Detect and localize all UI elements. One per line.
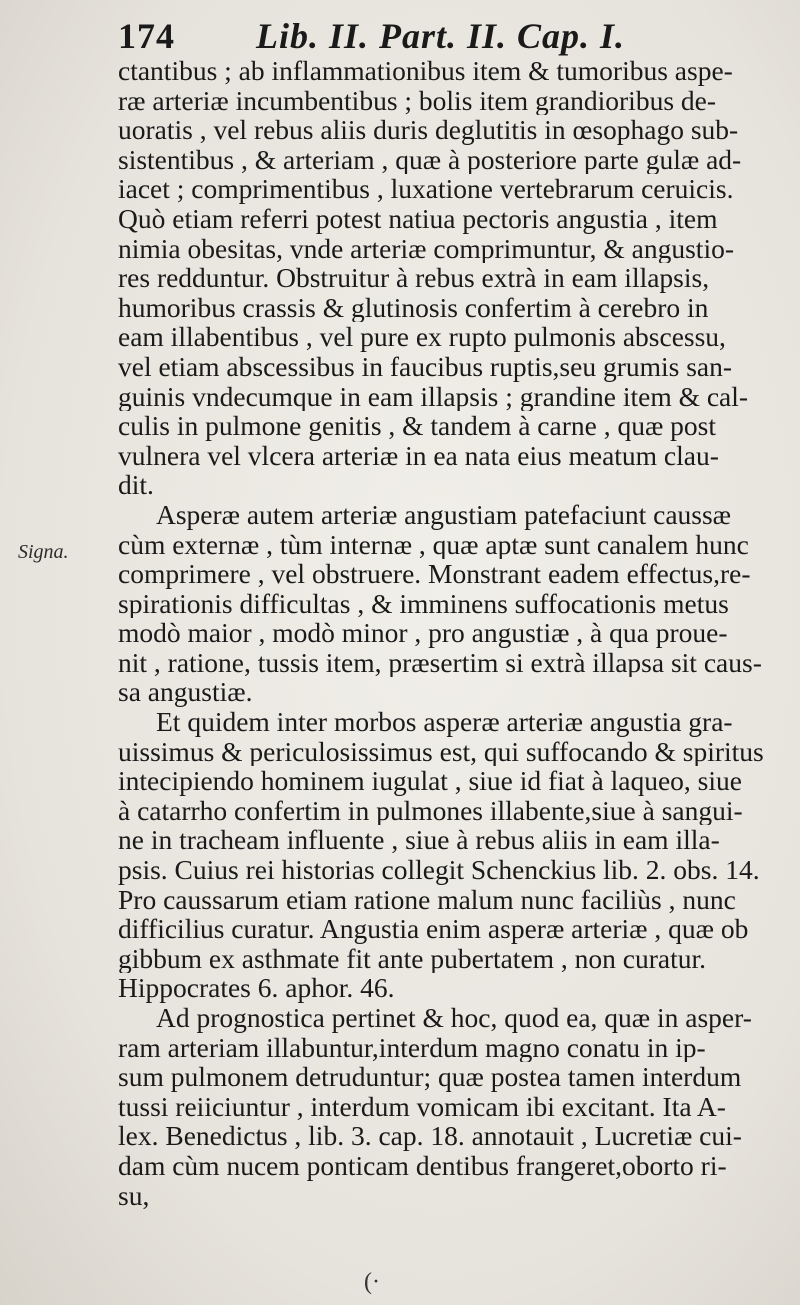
text-line: intecipiendo hominem iugulat , siue id fiat à laqueo, siue xyxy=(118,766,742,796)
text-line: vel etiam abscessibus in faucibus ruptis,seu grumis san- xyxy=(118,351,733,382)
running-head: Lib. II. Part. II. Cap. I. xyxy=(256,16,626,56)
main-text xyxy=(118,56,778,1210)
text-line: lex. Benedictus , lib. 3. cap. 18. annotauit , Lucretiæ cui- xyxy=(118,1121,742,1151)
page-number: 174 xyxy=(118,16,175,56)
text-line: dam cùm nucem ponticam dentibus frangeret,oborto ri- xyxy=(118,1150,727,1181)
text-line: uoratis , vel rebus aliis duris deglutitis in œsophago sub- xyxy=(118,115,739,145)
text-line: psis. Cuius rei historias collegit Schenckius lib. 2. obs. 14. xyxy=(118,855,760,885)
page-header xyxy=(118,14,678,58)
text-line: dit. xyxy=(118,470,154,500)
text-line: sa angustiæ. xyxy=(118,677,253,708)
text-line: cùm externæ , tùm internæ , quæ aptæ sunt canalem hunc xyxy=(118,529,749,560)
text-line: nit , ratione, tussis item, præsertim si extrà illapsa sit caus- xyxy=(118,647,762,678)
text-line: tussi reiiciuntur , interdum vomicam ibi excitant. Ita A- xyxy=(118,1091,726,1122)
text-line: culis in pulmone genitis , & tandem à carne , quæ post xyxy=(118,411,717,441)
text-line: humoribus crassis & glutinosis confertim à cerebro in xyxy=(118,292,709,323)
text-line: uissimus & periculosissimus est, qui suffocando & spiritus xyxy=(118,736,764,767)
text-line: su, xyxy=(118,1180,150,1211)
text-line: ram arteriam illabuntur,interdum magno conatu in ip- xyxy=(118,1032,706,1063)
page-bottom-mark: (· xyxy=(364,1269,380,1295)
text-line: nimia obesitas, vnde arteriæ comprimuntur, & angustio- xyxy=(118,233,734,264)
text-line: Pro caussarum etiam ratione malum nunc faciliùs , nunc xyxy=(118,884,736,915)
text-line: guinis vndecumque in eam illapsis ; grandine item & cal- xyxy=(118,381,749,412)
text-line: Quò etiam referri potest natiua pectoris angustia , item xyxy=(118,203,718,234)
text-line: ne in tracheam influente , siue à rebus aliis in eam illa- xyxy=(118,825,720,856)
paragraph-start-line: Et quidem inter morbos asperæ arteriæ angustia gra- xyxy=(156,707,733,737)
text-line: à catarrho confertim in pulmones illabente,siue à sangui- xyxy=(118,795,743,826)
text-line: ræ arteriæ incumbentibus ; bolis item grandioribus de- xyxy=(118,85,717,116)
text-line: eam illabentibus , vel pure ex rupto pulmonis abscessu, xyxy=(118,322,726,352)
text-line: spirationis difficultas , & imminens suffocationis metus xyxy=(118,588,729,619)
paragraph-start-line: Asperæ autem arteriæ angustiam patefaciunt caussæ xyxy=(156,499,732,530)
text-line: Hippocrates 6. aphor. 46. xyxy=(118,973,395,1003)
text-line: sum pulmonem detruduntur; quæ postea tamen interdum xyxy=(118,1062,742,1092)
margin-note-signa: Signa. xyxy=(18,541,69,563)
text-line: difficilius curatur. Angustia enim asperæ arteriæ , quæ ob xyxy=(118,914,749,944)
text-line: ctantibus ; ab inflammationibus item & tumoribus aspe- xyxy=(118,56,733,86)
text-line: iacet ; comprimentibus , luxatione vertebrarum ceruicis. xyxy=(118,174,734,204)
text-line: gibbum ex asthmate fit ante pubertatem , non curatur. xyxy=(118,943,707,974)
paragraph-start-line: Ad prognostica pertinet & hoc, quod ea, quæ in asper- xyxy=(156,1003,752,1033)
text-line: modò maior , modò minor , pro angustiæ , à qua proue- xyxy=(118,618,728,648)
text-line: sistentibus , & arteriam , quæ à posteriore parte gulæ ad- xyxy=(118,144,742,175)
text-line: vulnera vel vlcera arteriæ in ea nata eius meatum clau- xyxy=(118,440,719,471)
text-line: comprimere , vel obstruere. Monstrant eadem effectus,re- xyxy=(118,559,751,589)
text-line: res redduntur. Obstruitur à rebus extrà in eam illapsis, xyxy=(118,263,710,293)
